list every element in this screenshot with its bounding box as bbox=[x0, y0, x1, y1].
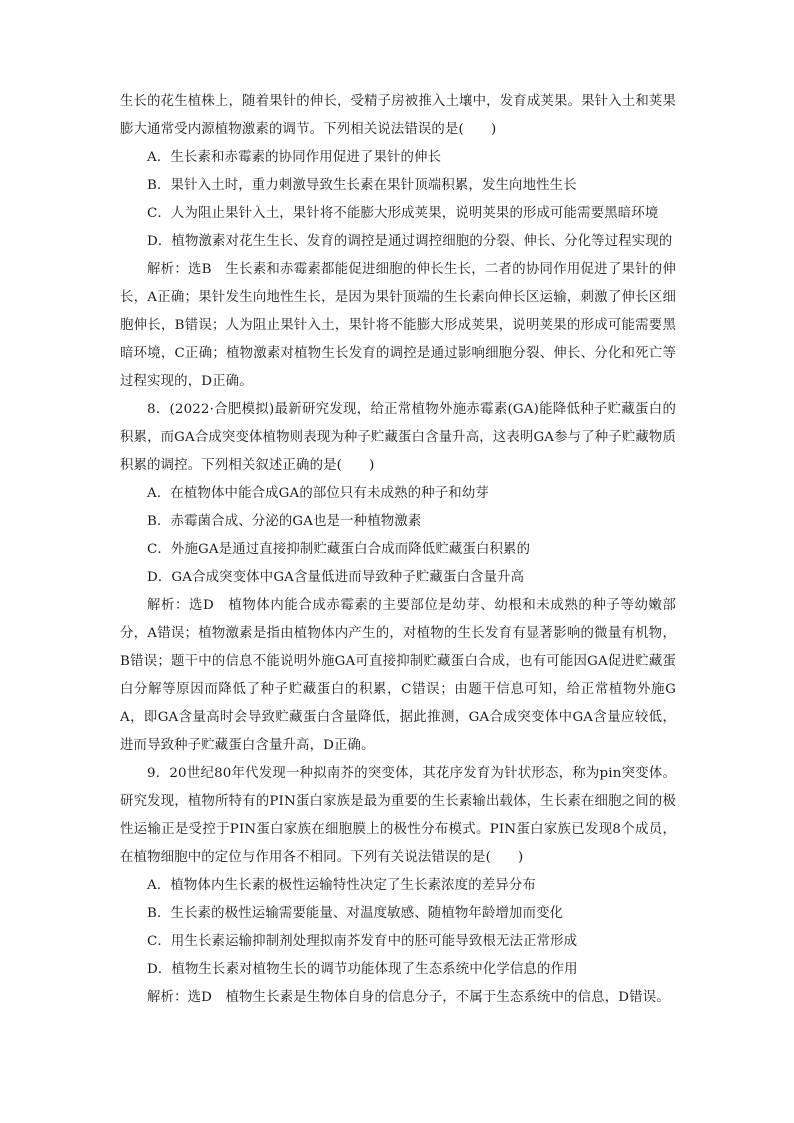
q9-analysis: 解析：选D 植物生长素是生物体自身的信息分子，不属于生态系统中的信息，D错误。 bbox=[147, 990, 670, 1005]
q8-option-c: C．外施GA是通过直接抑制贮藏蛋白合成而降低贮藏蛋白积累的 bbox=[147, 542, 531, 557]
q7-option-c: C．人为阻止果针入土，果针将不能膨大形成荚果，说明荚果的形成可能需要黑暗环境 bbox=[147, 206, 659, 221]
q9-option-a: A．植物体内生长素的极性运输特性决定了生长素浓度的差异分布 bbox=[147, 878, 536, 893]
q8-option-a: A．在植物体中能合成GA的部位只有未成熟的种子和幼芽 bbox=[147, 486, 489, 501]
document-page bbox=[120, 88, 676, 1012]
q8-stem: 8．(2022·合肥模拟)最新研究发现，给正常植物外施赤霉素(GA)能降低种子贮藏蛋白的积累，而GA合成突变体植物则表现为种子贮藏蛋白含量升高，这表明GA参与了种子贮藏物质积累的调控。下列相关叙述正确的是( ) bbox=[120, 402, 676, 473]
q9-option-d: D．植物生长素对植物生长的调节功能体现了生态系统中化学信息的作用 bbox=[147, 962, 578, 977]
q7-analysis: 解析：选B 生长素和赤霉素都能促进细胞的伸长生长，二者的协同作用促进了果针的伸长，A正确；果针发生向地性生长，是因为果针顶端的生长素向伸长区运输，刺激了伸长区细胞伸长，B错误；人为阻止果针入土，果针将不能膨大形成荚果，说明荚果的形成可能需要黑暗环境，C正确；植物激素对植物生长发育的调控是通过影响细胞分裂、伸长、分化和死亡等过程实现的，D正确。 bbox=[120, 262, 676, 389]
q8-analysis: 解析：选D 植物体内能合成赤霉素的主要部位是幼芽、幼根和未成熟的种子等幼嫩部分，A错误；植物激素是指由植物体内产生的，对植物的生长发育有显著影响的微量有机物，B错误；题干中的信息不能说明外施GA可直接抑制贮藏蛋白合成，也有可能因GA促进贮藏蛋白分解等原因而降低了种子贮藏蛋白的积累，C错误；由题干信息可知，给正常植物外施GA，即GA含量高时会导致贮藏蛋白含量降低，据此推测，GA合成突变体中GA含量应较低，进而导致种子贮藏蛋白含量升高，D正确。 bbox=[120, 598, 676, 753]
q8-option-d: D．GA合成突变体中GA含量低进而导致种子贮藏蛋白含量升高 bbox=[147, 570, 525, 585]
q7-option-b: B．果针入土时，重力刺激导致生长素在果针顶端积累，发生向地性生长 bbox=[147, 178, 577, 193]
q9-option-b: B．生长素的极性运输需要能量、对温度敏感、随植物年龄增加而变化 bbox=[147, 906, 564, 921]
q7-option-d: D．植物激素对花生生长、发育的调控是通过调控细胞的分裂、伸长、分化等过程实现的 bbox=[147, 234, 673, 249]
q9-option-c: C．用生长素运输抑制剂处理拟南芥发育中的胚可能导致根无法正常形成 bbox=[147, 934, 578, 949]
q7-option-a: A．生长素和赤霉素的协同作用促进了果针的伸长 bbox=[147, 150, 442, 165]
q7-stem: 生长的花生植株上，随着果针的伸长，受精子房被推入土壤中，发育成荚果。果针入土和荚果膨大通常受内源植物激素的调节。下列相关说法错误的是( ) bbox=[120, 94, 676, 137]
q8-option-b: B．赤霉菌合成、分泌的GA也是一种植物激素 bbox=[147, 514, 422, 529]
q9-stem: 9．20世纪80年代发现一种拟南芥的突变体，其花序发育为针状形态，称为pin突变体。研究发现，植物所特有的PIN蛋白家族是最为重要的生长素输出载体，生长素在细胞之间的极性运输正是受控于PIN蛋白家族在细胞膜上的极性分布模式。PIN蛋白家族已发现8个成员，在植物细胞中的定位与作用各不相同。下列有关说法错误的是( ) bbox=[120, 766, 676, 865]
